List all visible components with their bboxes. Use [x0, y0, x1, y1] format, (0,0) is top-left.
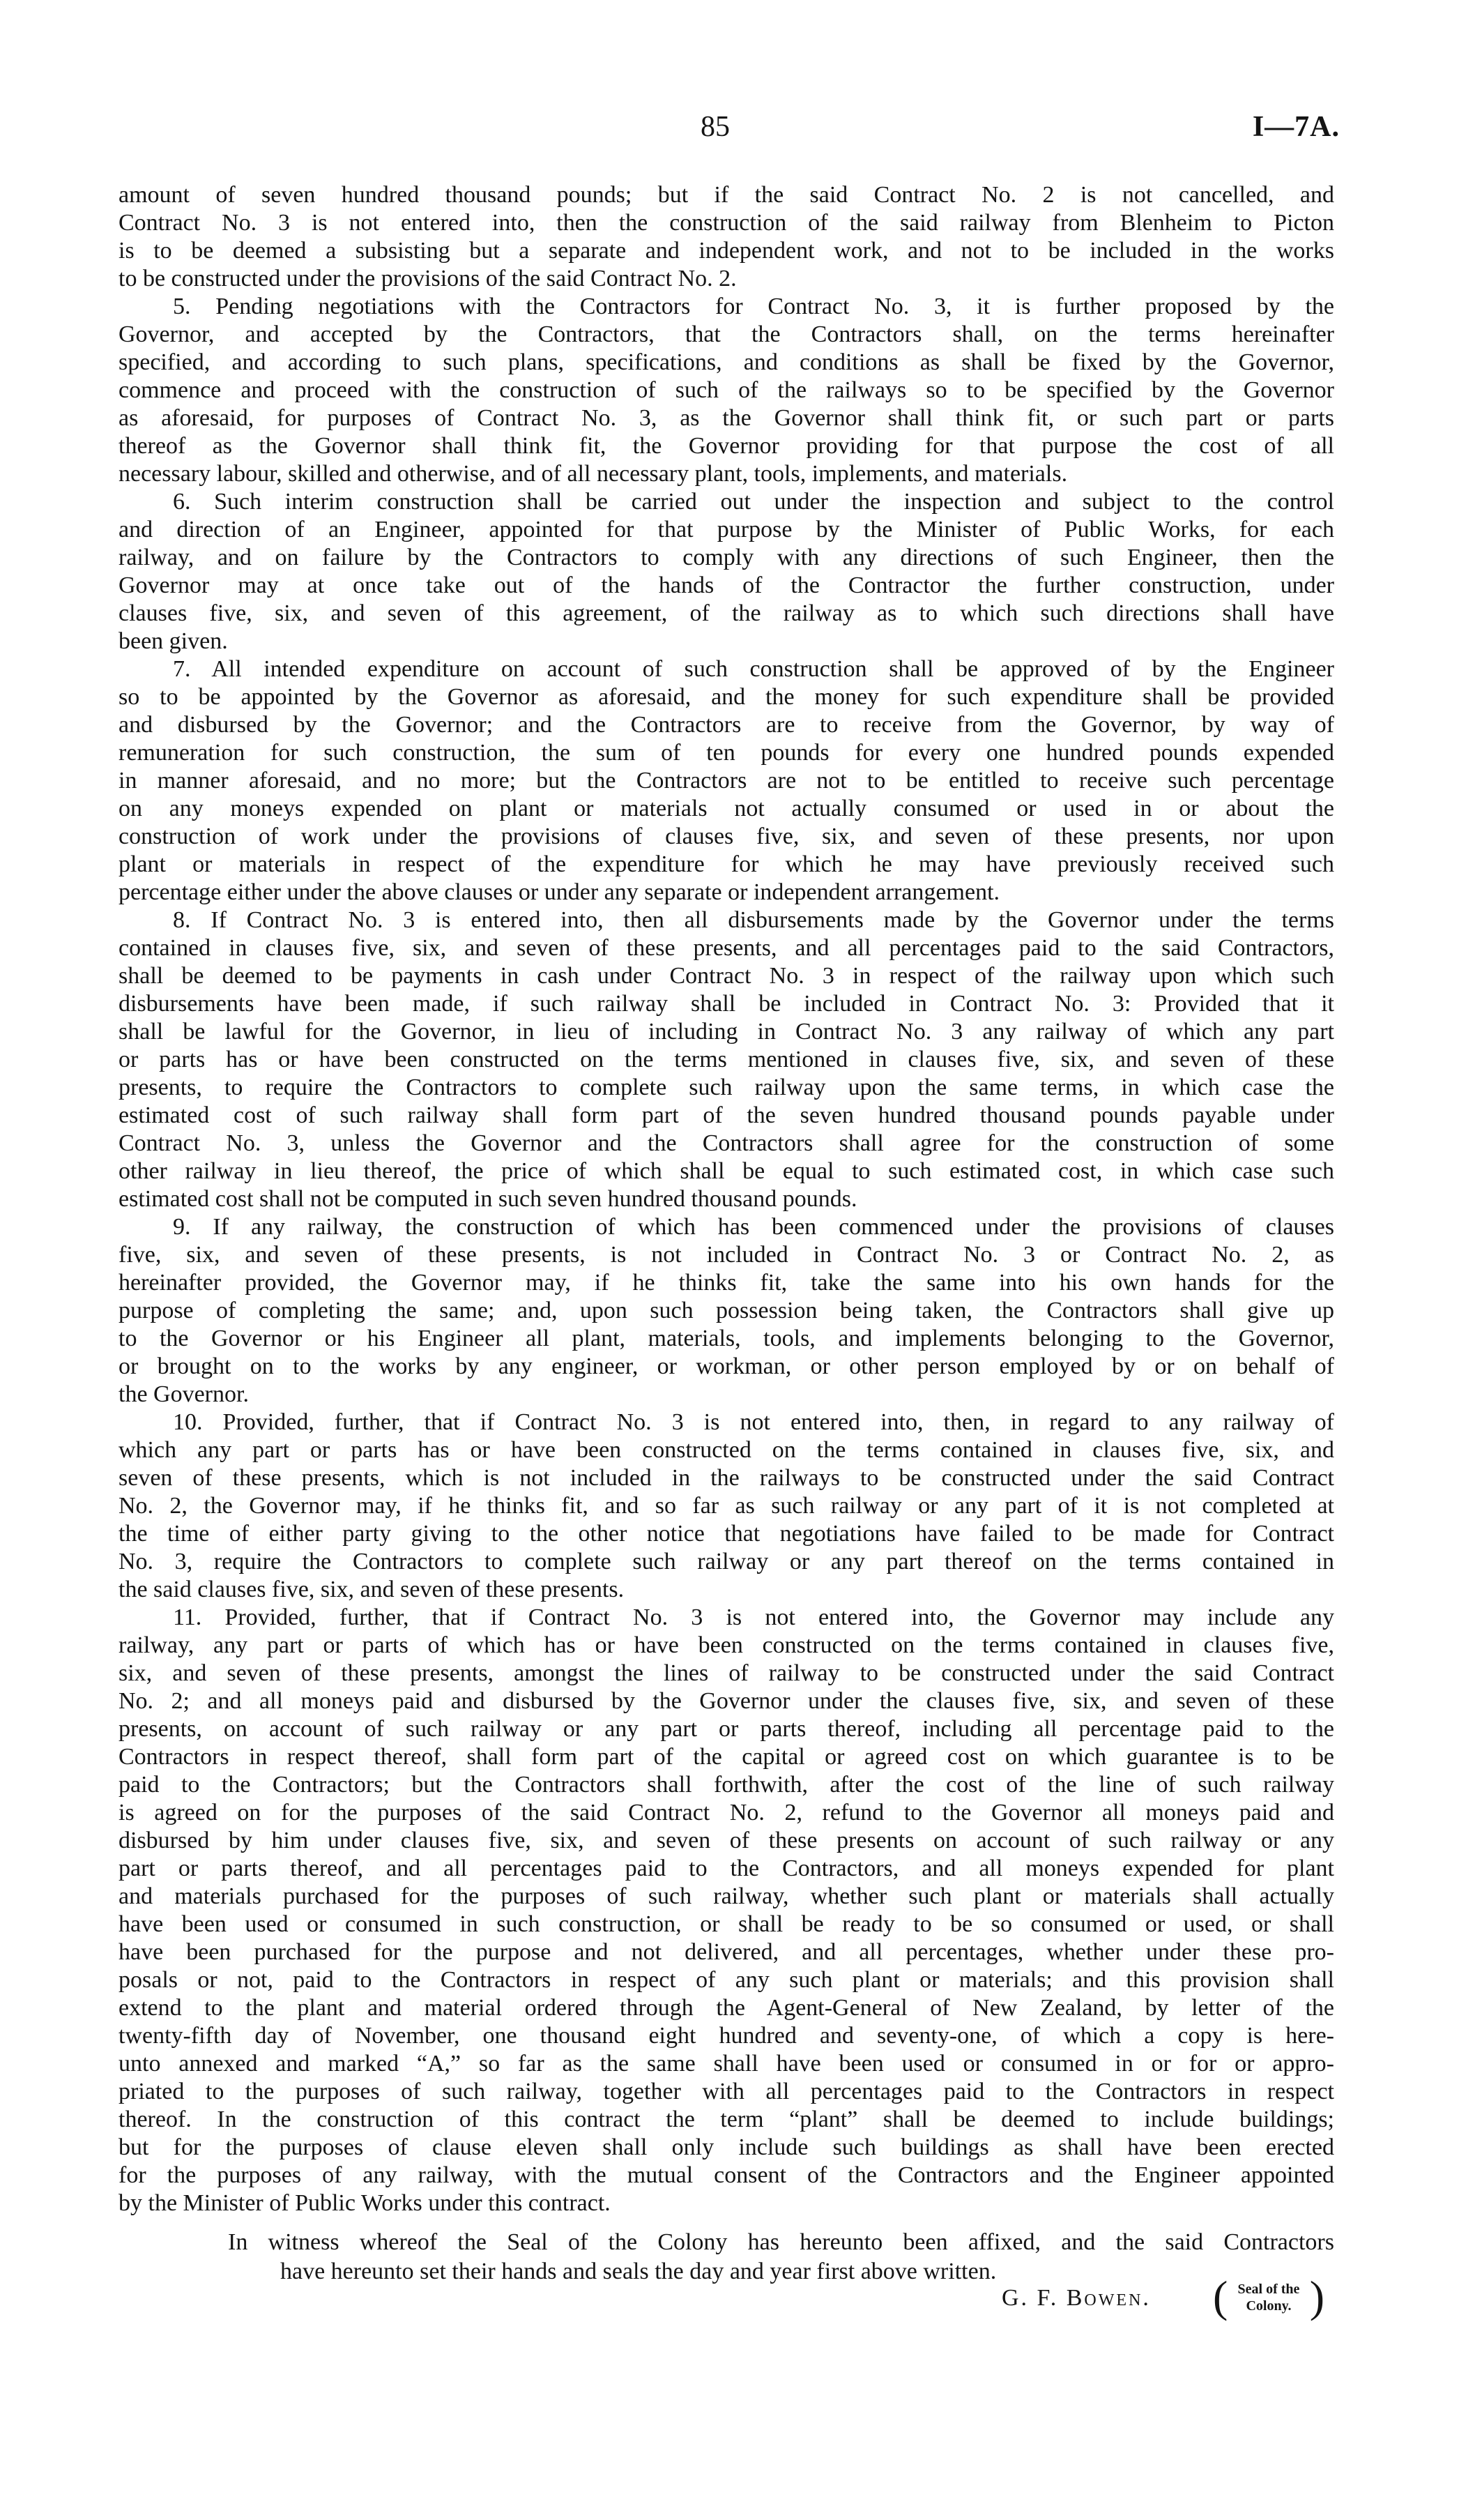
text-line: the Governor. [119, 1381, 249, 1407]
text-line: to be constructed under the provisions of the said Contract No. 2. [119, 266, 737, 291]
text-line: posals or not, paid to the Contractors in respect of any such plant or materials; and this provision shall [119, 1967, 1334, 1993]
text-line: or brought on to the works by any engineer, or workman, or other person employed by or on behalf of [119, 1353, 1334, 1379]
text-line: on any moneys expended on plant or materials not actually consumed or used in or about the [119, 796, 1334, 821]
text-line: disbursed by him under clauses five, six, and seven of these presents on account of such railway or any [119, 1828, 1334, 1853]
text-line: and disbursed by the Governor; and the Contractors are to receive from the Governor, by way of [119, 712, 1334, 738]
text-line: the time of either party giving to the other notice that negotiations have failed to be made for Contract [119, 1521, 1334, 1547]
witness-clause-line-2: have hereunto set their hands and seals the day and year first above written. [280, 2259, 997, 2284]
text-line: paid to the Contractors; but the Contractors shall forthwith, after the cost of the line of such railway [119, 1772, 1334, 1798]
text-line: been given. [119, 628, 228, 654]
text-line: and direction of an Engineer, appointed for that purpose by the Minister of Public Works, for each [119, 517, 1334, 542]
text-line: presents, on account of such railway or any part or parts thereof, including all percentage paid to the [119, 1716, 1334, 1742]
text-line: for the purposes of any railway, with the mutual consent of the Contractors and the Engineer appointed [119, 2162, 1334, 2188]
text-line: priated to the purposes of such railway, together with all percentages paid to the Contractors in respect [119, 2079, 1334, 2104]
paragraph [119, 655, 1334, 906]
text-line: plant or materials in respect of the expenditure for which he may have previously received such [119, 851, 1334, 877]
paragraph [119, 1409, 1334, 1604]
text-line: estimated cost of such railway shall form part of the seven hundred thousand pounds payable under [119, 1102, 1334, 1128]
text-line: clauses five, six, and seven of this agreement, of the railway as to which such directions shall have [119, 600, 1334, 626]
witness-clause-line-1: In witness whereof the Seal of the Colony has hereunto been affixed, and the said Contractors [228, 2229, 1334, 2255]
text-line: 11. Provided, further, that if Contract No. 3 is not entered into, the Governor may include any [173, 1604, 1334, 1630]
text-line: railway, any part or parts of which has or have been constructed on the terms contained in clauses five, [119, 1632, 1334, 1658]
text-line: five, six, and seven of these presents, is not included in Contract No. 3 or Contract No. 2, as [119, 1242, 1334, 1268]
seal-of-the-colony [1213, 2272, 1324, 2323]
left-brace-icon: ( [1213, 2272, 1228, 2321]
paragraph [119, 293, 1334, 488]
document-body [119, 181, 1334, 2217]
text-line: 5. Pending negotiations with the Contractors for Contract No. 3, it is further proposed by the [173, 294, 1334, 319]
text-line: purpose of completing the same; and, upon such possession being taken, the Contractors shall give up [119, 1298, 1334, 1323]
text-line: as aforesaid, for purposes of Contract No. 3, as the Governor shall think fit, or such part or parts [119, 405, 1334, 431]
text-line: construction of work under the provisions of clauses five, six, and seven of these presents, nor upon [119, 823, 1334, 849]
seal-label-line-1: Seal of the [1237, 2282, 1300, 2297]
document-reference: I—7A. [1252, 111, 1340, 143]
text-line: shall be deemed to be payments in cash under Contract No. 3 in respect of the railway upon which such [119, 963, 1334, 989]
text-line: thereof. In the construction of this contract the term “plant” shall be deemed to include buildings; [119, 2107, 1334, 2132]
text-line: so to be appointed by the Governor as aforesaid, and the money for such expenditure shall be provided [119, 684, 1334, 710]
text-line: have been purchased for the purpose and not delivered, and all percentages, whether under these pro- [119, 1939, 1334, 1965]
text-line: estimated cost shall not be computed in such seven hundred thousand pounds. [119, 1186, 857, 1212]
text-line: railway, and on failure by the Contractors to comply with any directions of such Engineer, then the [119, 545, 1334, 570]
text-line: Contract No. 3, unless the Governor and the Contractors shall agree for the construction of some [119, 1130, 1334, 1156]
text-line: part or parts thereof, and all percentages paid to the Contractors, and all moneys expended for plant [119, 1855, 1334, 1881]
text-line: No. 2, the Governor may, if he thinks fit, and so far as such railway or any part of it is not completed at [119, 1493, 1334, 1519]
text-line: twenty-fifth day of November, one thousand eight hundred and seventy-one, of which a copy is here- [119, 2023, 1334, 2049]
text-line: specified, and according to such plans, specifications, and conditions as shall be fixed by the Governor, [119, 349, 1334, 375]
text-line: unto annexed and marked “A,” so far as the same shall have been used or consumed in or for or appro- [119, 2051, 1334, 2077]
text-line: disbursements have been made, if such railway shall be included in Contract No. 3: Provided that it [119, 991, 1334, 1017]
text-line: 8. If Contract No. 3 is entered into, then all disbursements made by the Governor under the terms [173, 907, 1334, 933]
text-line: commence and proceed with the construction of such of the railways so to be specified by the Governor [119, 377, 1334, 403]
text-line: by the Minister of Public Works under this contract. [119, 2190, 611, 2216]
text-line: seven of these presents, which is not included in the railways to be constructed under the said Contract [119, 1465, 1334, 1491]
text-line: percentage either under the above clauses or under any separate or independent arrangement. [119, 879, 1000, 905]
paragraph [119, 906, 1334, 1213]
text-line: Governor, and accepted by the Contractors, that the Contractors shall, on the terms hereinafter [119, 321, 1334, 347]
text-line: 6. Such interim construction shall be carried out under the inspection and subject to the control [173, 489, 1334, 515]
paragraph [119, 1604, 1334, 2217]
text-line: which any part or parts has or have been constructed on the terms contained in clauses five, six, and [119, 1437, 1334, 1463]
text-line: necessary labour, skilled and otherwise, and of all necessary plant, tools, implements, and materials. [119, 461, 1068, 487]
text-line: No. 2; and all moneys paid and disbursed by the Governor under the clauses five, six, and seven of these [119, 1688, 1334, 1714]
page-number: 85 [701, 111, 730, 143]
right-brace-icon: ) [1309, 2272, 1324, 2321]
text-line: other railway in lieu thereof, the price of which shall be equal to such estimated cost, in which case such [119, 1158, 1334, 1184]
paragraph [119, 488, 1334, 655]
text-line: 10. Provided, further, that if Contract No. 3 is not entered into, then, in regard to any railway of [173, 1409, 1334, 1435]
text-line: Contractors in respect thereof, shall form part of the capital or agreed cost on which guarantee is to be [119, 1744, 1334, 1770]
seal-label-line-2: Colony. [1246, 2298, 1292, 2314]
text-line: extend to the plant and material ordered through the Agent-General of New Zealand, by letter of the [119, 1995, 1334, 2021]
text-line: 7. All intended expenditure on account of such construction shall be approved of by the Engineer [173, 656, 1334, 682]
text-line: is to be deemed a subsisting but a separate and independent work, and not to be included in the works [119, 238, 1334, 264]
text-line: Contract No. 3 is not entered into, then the construction of the said railway from Blenheim to Picton [119, 210, 1334, 236]
text-line: hereinafter provided, the Governor may, if he thinks fit, take the same into his own hands for the [119, 1270, 1334, 1296]
text-line: or parts has or have been constructed on the terms mentioned in clauses five, six, and seven of these [119, 1047, 1334, 1072]
text-line: is agreed on for the purposes of the said Contract No. 2, refund to the Governor all moneys paid and [119, 1800, 1334, 1826]
text-line: the said clauses five, six, and seven of these presents. [119, 1577, 625, 1602]
text-line: have been used or consumed in such construction, or shall be ready to be so consumed or used, or shall [119, 1911, 1334, 1937]
text-line: to the Governor or his Engineer all plant, materials, tools, and implements belonging to the Governor, [119, 1326, 1334, 1351]
signatory-name: G. F. Bowen. [1002, 2285, 1151, 2311]
text-line: but for the purposes of clause eleven shall only include such buildings as shall have been erected [119, 2134, 1334, 2160]
text-line: and materials purchased for the purposes of such railway, whether such plant or materials shall actually [119, 1883, 1334, 1909]
text-line: amount of seven hundred thousand pounds; but if the said Contract No. 2 is not cancelled, and [119, 182, 1334, 208]
paragraph [119, 181, 1334, 293]
text-line: 9. If any railway, the construction of which has been commenced under the provisions of clauses [173, 1214, 1334, 1240]
text-line: six, and seven of these presents, amongst the lines of railway to be constructed under the said Contract [119, 1660, 1334, 1686]
paragraph [119, 1213, 1334, 1409]
text-line: remuneration for such construction, the sum of ten pounds for every one hundred pounds expended [119, 740, 1334, 766]
text-line: Governor may at once take out of the hands of the Contractor the further construction, under [119, 572, 1334, 598]
text-line: in manner aforesaid, and no more; but the Contractors are not to be entitled to receive such percentage [119, 768, 1334, 794]
text-line: thereof as the Governor shall think fit, the Governor providing for that purpose the cost of all [119, 433, 1334, 459]
text-line: contained in clauses five, six, and seven of these presents, and all percentages paid to the said Contractors, [119, 935, 1334, 961]
text-line: presents, to require the Contractors to complete such railway upon the same terms, in which case the [119, 1075, 1334, 1100]
text-line: shall be lawful for the Governor, in lieu of including in Contract No. 3 any railway of which any part [119, 1019, 1334, 1045]
text-line: No. 3, require the Contractors to complete such railway or any part thereof on the terms contained in [119, 1549, 1334, 1574]
